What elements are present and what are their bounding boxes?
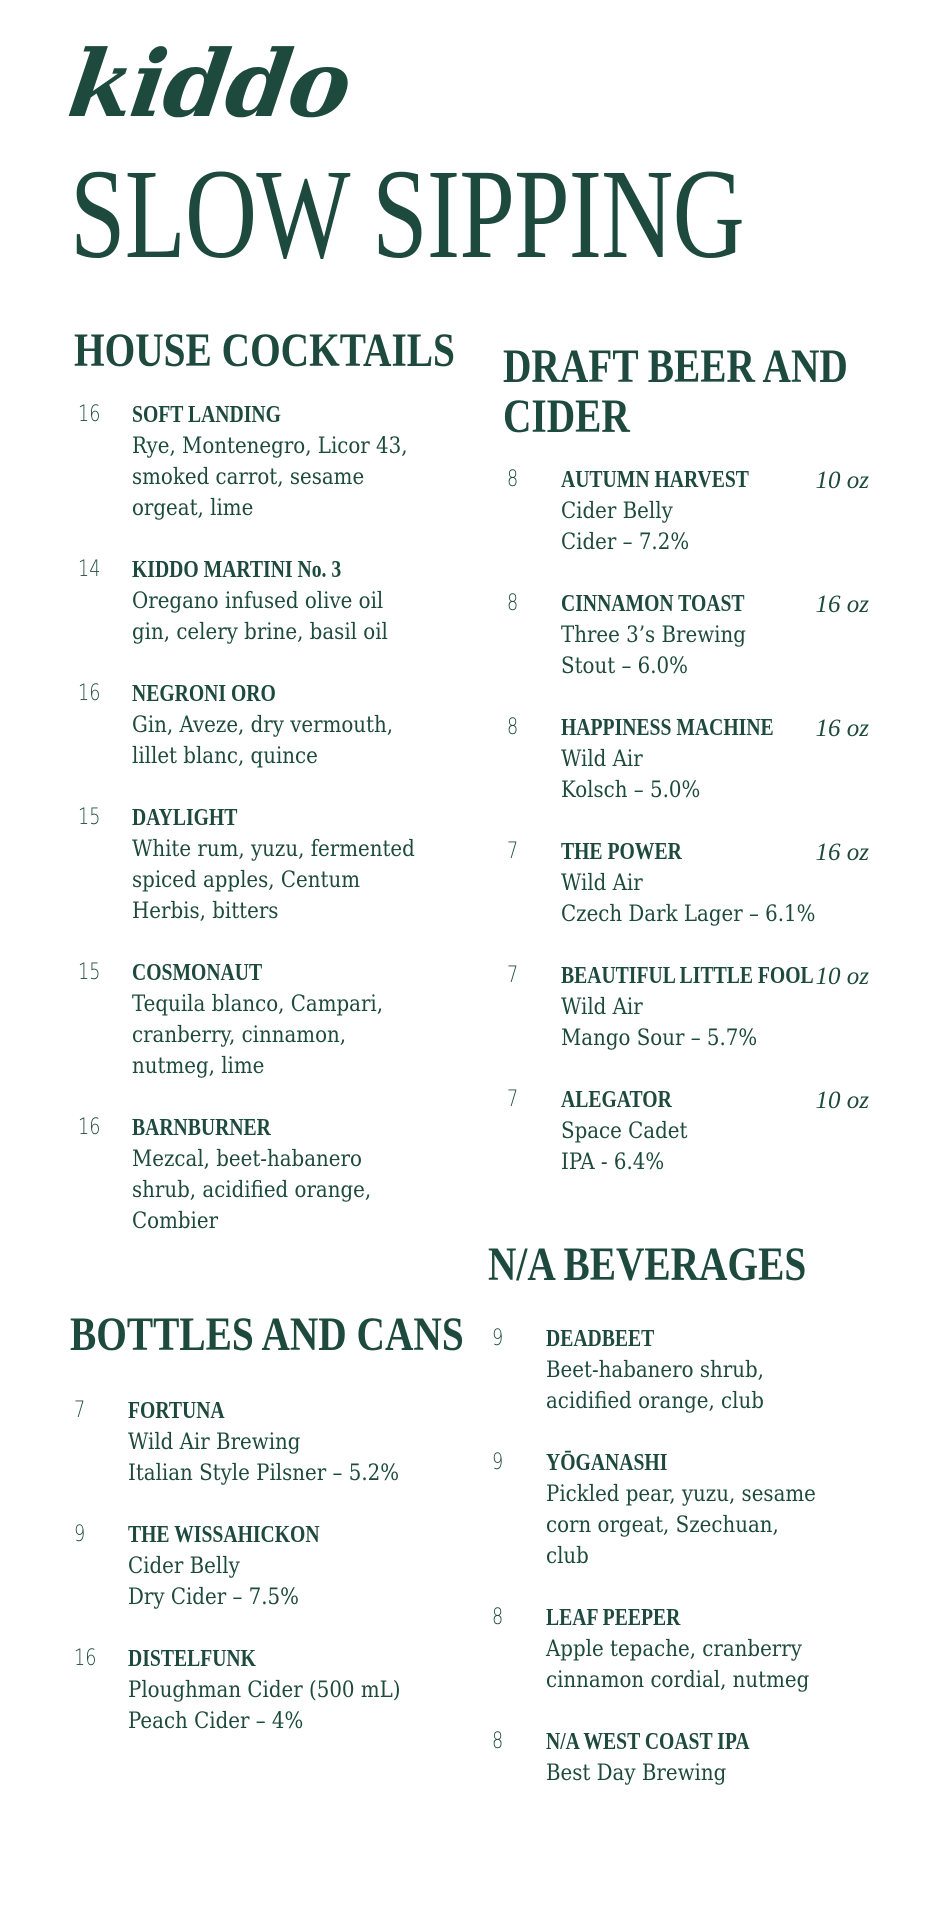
item-name: DAYLIGHT — [132, 805, 238, 832]
item-description: Tequila blanco, Campari, — [132, 992, 384, 1018]
menu-item — [503, 713, 869, 806]
item-price: 7 — [507, 1086, 519, 1112]
item-description: IPA - 6.4% — [561, 1149, 665, 1175]
menu-item — [74, 803, 454, 927]
menu-item — [503, 589, 869, 682]
menu-item — [70, 1396, 470, 1489]
menu-item — [488, 1448, 888, 1572]
item-name: NEGRONI ORO — [132, 681, 276, 708]
item-description: Pickled pear, yuzu, sesame — [546, 1482, 816, 1508]
item-description: Apple tepache, cranberry — [546, 1637, 802, 1663]
section-heading-line: CIDER — [503, 390, 630, 444]
menu-item — [488, 1324, 888, 1417]
item-description: spiced apples, Centum — [132, 868, 361, 894]
item-description: Rye, Montenegro, Licor 43, — [132, 434, 408, 460]
menu-item — [70, 1520, 470, 1613]
item-name: LEAF PEEPER — [546, 1605, 681, 1632]
item-name: COSMONAUT — [132, 960, 263, 987]
menu-item — [503, 837, 869, 930]
item-description: Best Day Brewing — [546, 1761, 727, 1787]
item-price: 16 — [78, 1115, 101, 1141]
item-description: gin, celery brine, basil oil — [132, 620, 388, 646]
item-name: YŌGANASHI — [546, 1450, 668, 1477]
item-name: SOFT LANDING — [132, 402, 281, 429]
item-name: THE POWER — [561, 838, 682, 865]
item-description: Czech Dark Lager – 6.1% — [561, 901, 816, 927]
item-price: 15 — [78, 960, 101, 986]
item-price: 7 — [507, 962, 519, 988]
section-house-cocktails — [74, 326, 454, 1268]
item-price: 8 — [507, 590, 519, 616]
page-title: SLOW SIPPING — [70, 143, 744, 285]
item-description: Wild Air — [561, 994, 643, 1020]
item-description: White rum, yuzu, fermented — [132, 837, 415, 863]
menu-item — [74, 555, 454, 648]
item-name: HAPPINESS MACHINE — [561, 714, 774, 741]
item-price: 16 — [78, 681, 101, 707]
item-description: Mezcal, beet-habanero — [132, 1147, 362, 1173]
item-description: Dry Cider – 7.5% — [128, 1585, 299, 1611]
item-description: Oregano infused olive oil — [132, 589, 384, 615]
item-description: Herbis, bitters — [132, 899, 279, 925]
item-price: 16 — [78, 402, 101, 428]
item-description: smoked carrot, sesame — [132, 465, 365, 491]
item-description: corn orgeat, Szechuan, — [546, 1513, 779, 1539]
item-name: BARNBURNER — [132, 1115, 271, 1142]
item-description: Cider Belly — [128, 1554, 240, 1580]
item-name: N/A WEST COAST IPA — [546, 1729, 750, 1756]
item-description: Wild Air — [561, 746, 643, 772]
section-heading: BOTTLES AND CANS — [70, 1308, 464, 1361]
menu-item — [70, 1644, 470, 1737]
item-description: Three 3’s Brewing — [561, 622, 746, 648]
item-description: cranberry, cinnamon, — [132, 1023, 347, 1049]
menu-item — [488, 1603, 888, 1696]
item-price: 15 — [78, 805, 101, 831]
item-name: CINNAMON TOAST — [561, 590, 745, 617]
item-name: BEAUTIFUL LITTLE FOOL — [561, 962, 814, 989]
item-description: Space Cadet — [561, 1118, 688, 1144]
item-description: Peach Cider – 4% — [128, 1709, 304, 1735]
item-description: Combier — [132, 1209, 219, 1235]
item-price: 9 — [492, 1450, 504, 1476]
item-description: lillet blanc, quince — [132, 744, 318, 770]
section-heading — [503, 340, 848, 444]
item-description: shrub, acidified orange, — [132, 1178, 372, 1204]
menu-item — [74, 679, 454, 772]
brand-logo: kiddo — [62, 30, 357, 138]
menu-item — [503, 961, 869, 1054]
item-size: 16 oz — [815, 590, 869, 618]
item-size: 16 oz — [815, 714, 869, 742]
menu-item — [74, 400, 454, 524]
item-price: 7 — [507, 838, 519, 864]
item-price: 16 — [74, 1646, 97, 1672]
item-description: orgeat, lime — [132, 496, 254, 522]
item-description: cinnamon cordial, nutmeg — [546, 1668, 810, 1694]
item-price: 8 — [507, 466, 519, 492]
item-name: DISTELFUNK — [128, 1646, 256, 1673]
item-price: 7 — [74, 1398, 86, 1424]
item-description: Wild Air Brewing — [128, 1430, 301, 1456]
item-description: Stout – 6.0% — [561, 653, 688, 679]
item-name: KIDDO MARTINI No. 3 — [132, 557, 342, 584]
item-description: Beet-habanero shrub, — [546, 1358, 764, 1384]
item-price: 9 — [74, 1522, 86, 1548]
item-price: 9 — [492, 1326, 504, 1352]
menu-item — [74, 1113, 454, 1237]
item-size: 10 oz — [815, 1086, 869, 1114]
item-description: Ploughman Cider (500 mL) — [128, 1678, 401, 1704]
item-description: club — [546, 1544, 589, 1570]
item-name: DEADBEET — [546, 1326, 655, 1353]
item-description: Mango Sour – 5.7% — [561, 1025, 758, 1051]
item-description: Gin, Aveze, dry vermouth, — [132, 713, 394, 739]
section-heading: HOUSE COCKTAILS — [74, 324, 455, 377]
item-price: 8 — [507, 714, 519, 740]
item-description: Cider – 7.2% — [561, 529, 690, 555]
item-price: 14 — [78, 557, 101, 583]
section-heading: N/A BEVERAGES — [488, 1238, 807, 1291]
item-price: 8 — [492, 1729, 504, 1755]
menu-item — [503, 1085, 869, 1178]
item-description: Wild Air — [561, 870, 643, 896]
item-description: acidified orange, club — [546, 1389, 764, 1415]
section-draft-beer-cider — [503, 342, 869, 1209]
section-bottles-cans — [70, 1310, 470, 1768]
menu-item — [488, 1727, 888, 1789]
item-size: 10 oz — [815, 962, 869, 990]
menu-item — [503, 465, 869, 558]
item-name: AUTUMN HARVEST — [561, 466, 749, 493]
section-na-beverages — [488, 1240, 888, 1820]
item-price: 8 — [492, 1605, 504, 1631]
item-description: nutmeg, lime — [132, 1054, 265, 1080]
item-description: Italian Style Pilsner – 5.2% — [128, 1461, 400, 1487]
item-name: FORTUNA — [128, 1398, 225, 1425]
menu-item — [74, 958, 454, 1082]
item-name: ALEGATOR — [561, 1086, 672, 1113]
item-description: Cider Belly — [561, 498, 673, 524]
item-size: 10 oz — [815, 466, 869, 494]
item-size: 16 oz — [815, 838, 869, 866]
section-heading-line: DRAFT BEER AND — [503, 340, 848, 393]
item-name: THE WISSAHICKON — [128, 1522, 320, 1549]
item-description: Kolsch – 5.0% — [561, 777, 701, 803]
